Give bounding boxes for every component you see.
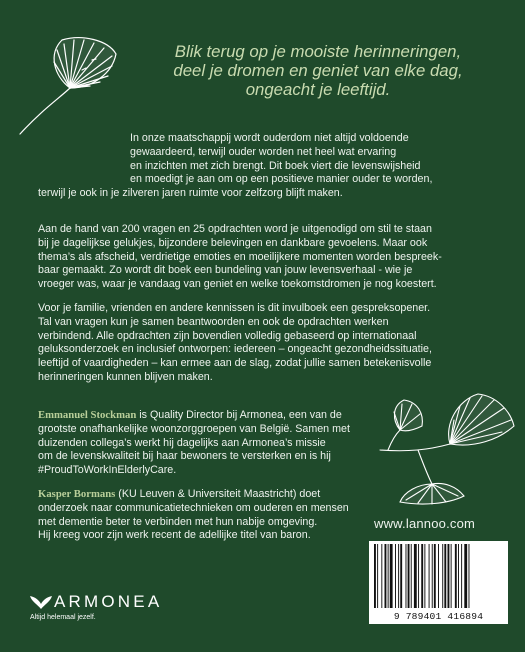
description-paragraph xyxy=(38,223,442,292)
paragraph-line: baar gemaakt. Zo wordt dit boek een bundeling van jouw levensverhaal - wie je xyxy=(38,264,413,277)
barcode-bars xyxy=(369,541,508,611)
paragraph-line: leeftijd of vaardigheden – kan ermee aan de slag, zodat jullie samen betekenisvolle xyxy=(38,357,432,370)
paragraph-line: geluksonderzoek en inclusief ontworpen: iedereen – ongeacht gezondheidssituatie, xyxy=(38,343,432,356)
intro-paragraph xyxy=(38,132,433,201)
quote-line: Blik terug op je mooiste herinneringen, xyxy=(174,42,462,61)
author-bio-bormans xyxy=(38,488,349,543)
bio-line: om de levenskwaliteit bij haar bewoners te versterken en is hij xyxy=(38,450,331,463)
paragraph-line: In onze maatschappij wordt ouderdom niet altijd voldoende xyxy=(130,132,409,144)
bio-first-line xyxy=(38,488,349,502)
author-bio-stockman xyxy=(38,409,350,478)
ginkgo-leaf-illustration-top xyxy=(12,30,122,140)
quote-line: ongeacht je leeftijd. xyxy=(245,80,391,99)
quote-line: deel je dromen en geniet van elke dag, xyxy=(173,61,463,80)
paragraph-line: Tal van vragen kun je samen beantwoorden en ook de opdrachten werken xyxy=(38,315,389,328)
bio-line: met dementie beter te verbinden met hun nabije omgeving. xyxy=(38,515,318,528)
bio-line: Hij kreeg voor zijn werk recent de adellijke titel van baron. xyxy=(38,529,311,542)
bio-line: #ProudToWorkInElderlyCare. xyxy=(38,464,177,477)
isbn-barcode xyxy=(369,541,508,624)
isbn-number: 9 789401 416894 xyxy=(393,611,484,622)
paragraph-line: Voor je familie, vrienden en andere kennissen is dit invulboek een gespreksopener. xyxy=(38,302,431,314)
publisher-website[interactable]: www.lannoo.com xyxy=(374,516,476,531)
family-paragraph xyxy=(38,302,432,385)
paragraph-line: herinneringen kunnen blijven maken. xyxy=(38,370,213,383)
paragraph-line: terwijl je ook in je zilveren jaren ruimte voor zelfzorg blijft maken. xyxy=(38,187,343,200)
bio-line: onderzoek naar communicatietechnieken om ouderen en mensen xyxy=(38,501,349,514)
bio-first-line xyxy=(38,409,350,423)
armonea-tagline: Altijd helemaal jezelf. xyxy=(30,614,96,621)
paragraph-line: verbindend. Alle opdrachten zijn bovendien volledig gebaseerd op internationaal xyxy=(38,329,417,342)
armonea-leaf-logo-icon xyxy=(30,594,52,610)
bio-text: (KU Leuven & Universiteit Maastricht) doet xyxy=(115,488,321,500)
paragraph-line: Aan de hand van 200 vragen en 25 opdrachten word je uitgenodigd om stil te staan xyxy=(38,223,432,235)
paragraph-line: en moedigt je aan om op een positieve manier ouder te worden, xyxy=(130,173,433,186)
author-name: Emmanuel Stockman xyxy=(38,409,137,421)
paragraph-line: thema’s als afscheid, verdrietige emoties en moeilijkere momenten worden bespreek- xyxy=(38,250,442,263)
intro-quote xyxy=(118,42,518,99)
bio-text: is Quality Director bij Armonea, een van de xyxy=(136,409,342,421)
paragraph-line: vroeger was, waar je vandaag van geniet en welke toekomstdromen je nog koestert. xyxy=(38,278,437,291)
bio-line: grootste onafhankelijke woonzorggroepen van België. Samen met xyxy=(38,422,350,435)
bio-line: duizenden collega’s werkt hij dagelijks aan Armonea’s missie xyxy=(38,436,326,449)
paragraph-line: en inzichten met zich brengt. Dit boek viert die levenswijsheid xyxy=(130,159,421,172)
author-name: Kasper Bormans xyxy=(38,488,116,500)
armonea-logo-text: ARMONEA xyxy=(54,592,163,611)
paragraph-line: bij je dagelijkse gelukjes, bijzondere belevingen en dankbare gevoelens. Maar ook xyxy=(38,236,428,249)
paragraph-line: gewaardeerd, terwijl ouder worden net heel wat ervaring xyxy=(130,145,397,158)
ginkgo-leaves-illustration-right xyxy=(378,380,518,505)
